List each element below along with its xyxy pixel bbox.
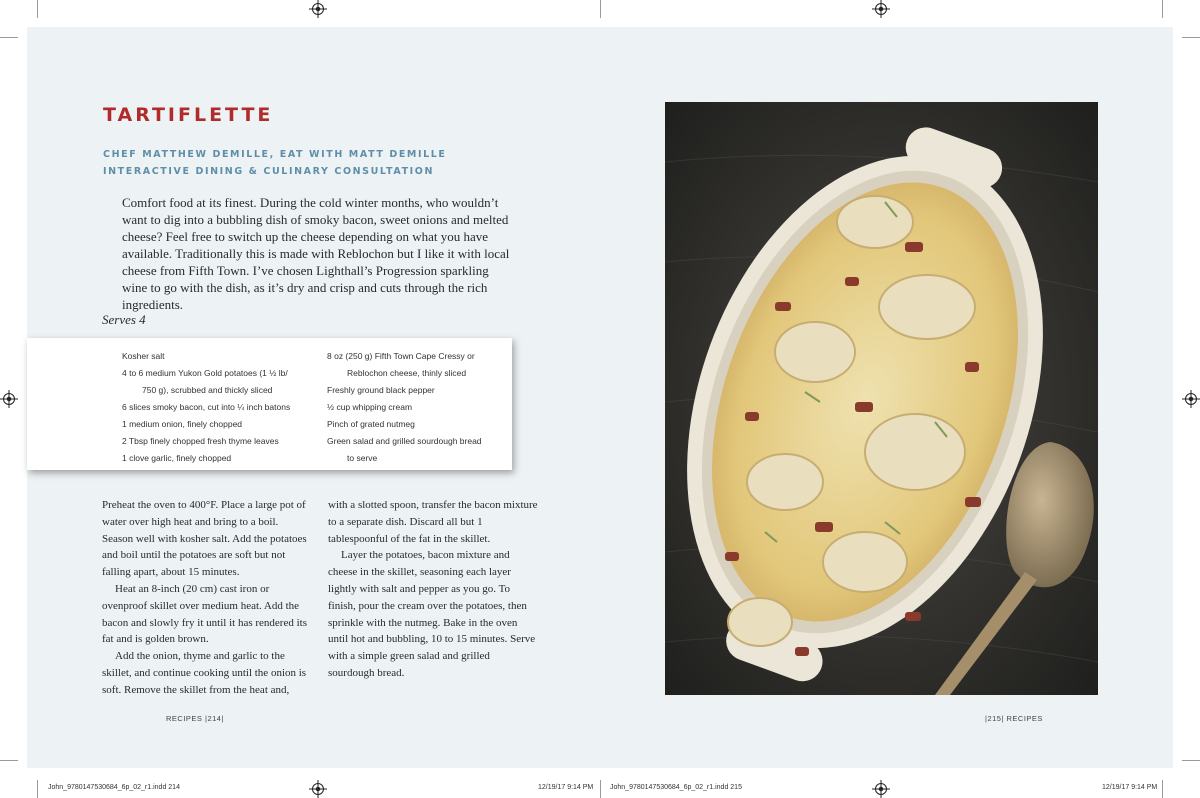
registration-mark-icon <box>312 3 324 15</box>
crop-mark <box>1162 780 1163 798</box>
ingredient-item: 1 clove garlic, finely chopped <box>122 453 232 463</box>
chef-credit: CHEF MATTHEW DEMILLE, EAT WITH MATT DEMILLE INTERACTIVE DINING & CULINARY CONSULTATION <box>103 149 447 177</box>
ingredient-item: 6 slices smoky bacon, cut into ¼ inch batons <box>122 402 291 412</box>
crop-mark <box>1182 760 1200 761</box>
folio-right: |215| RECIPES <box>985 714 1043 723</box>
registration-mark-icon <box>875 783 887 795</box>
slug-file-left: John_9780147530684_6p_02_r1.indd 214 <box>48 784 180 791</box>
ingredient-item: Green salad and grilled sourdough bread <box>327 436 482 446</box>
ingredient-item: to serve <box>347 453 378 463</box>
ingredients-column-2 <box>327 348 482 467</box>
crop-mark <box>0 37 18 38</box>
method-column-1 <box>102 497 312 699</box>
registration-mark-icon <box>312 783 324 795</box>
method-paragraph: Layer the potatoes, bacon mixture and cheese in the skillet, seasoning each layer lightly with salt and pepper as you go. To finish, pour the cream over the potatoes, then sprinkle with the nutmeg. Bake in the oven until hot and bubbling, 10 to 15 minutes. Serve with a simple green salad and grilled sourdough bread. <box>328 549 536 679</box>
ingredient-item: Pinch of grated nutmeg <box>327 419 415 429</box>
ingredient-item: 750 g), scrubbed and thickly sliced <box>142 385 273 395</box>
ingredients-column-1 <box>122 348 290 467</box>
crop-mark <box>600 780 601 798</box>
recipe-title: TARTIFLETTE <box>103 104 274 126</box>
ingredient-item: ½ cup whipping cream <box>327 402 413 412</box>
serves-line: Serves 4 <box>102 312 146 327</box>
crop-mark <box>1182 37 1200 38</box>
method-paragraph: Heat an 8-inch (20 cm) cast iron or ovenproof skillet over medium heat. Add the bacon and slowly fry it until it has rendered its fat and is golden brown. <box>102 582 307 646</box>
method-paragraph: Add the onion, thyme and garlic to the skillet, and continue cooking until the onion is soft. Remove the skillet from the heat and, <box>102 650 307 696</box>
slug-file-right: John_9780147530684_6p_02_r1.indd 215 <box>610 784 742 791</box>
ingredient-item: 2 Tbsp finely chopped fresh thyme leaves <box>122 436 279 446</box>
slug-date-left: 12/19/17 9:14 PM <box>538 784 594 791</box>
registration-mark-icon <box>875 3 887 15</box>
crop-mark <box>37 0 38 18</box>
ingredient-item: Freshly ground black pepper <box>327 385 435 395</box>
tartiflette-dish-illustration <box>665 102 1098 695</box>
crop-mark <box>600 0 601 18</box>
ingredient-item: Kosher salt <box>122 351 165 361</box>
ingredient-item: Reblochon cheese, thinly sliced <box>347 368 467 378</box>
recipe-intro: Comfort food at its finest. During the cold winter months, who wouldn’t want to dig into a bubbling dish of smoky bacon, sweet onions and melted cheese? Feel free to switch up the cheese depending on what you have available. Traditionally this is made with Reblochon but I like it with local cheese from Fifth Town. I’ve chosen Lighthall’s Progression sparkling wine to go with the dish, as it’s dry and crisp and cuts through the rich ingredients. <box>122 195 510 312</box>
crop-mark <box>0 760 18 761</box>
ingredients-box <box>27 338 512 470</box>
registration-mark-icon <box>3 393 15 405</box>
method-column-2 <box>328 497 538 682</box>
registration-mark-icon <box>1185 393 1197 405</box>
ingredient-item: 4 to 6 medium Yukon Gold potatoes (1 ½ lb/ <box>122 368 288 378</box>
crop-mark <box>1162 0 1163 18</box>
tartiflette-photo <box>665 102 1098 695</box>
slug-date-right: 12/19/17 9:14 PM <box>1102 784 1158 791</box>
method-paragraph: with a slotted spoon, transfer the bacon mixture to a separate dish. Discard all but 1 tablespoonful of the fat in the skillet. <box>328 499 538 545</box>
crop-mark <box>37 780 38 798</box>
method-paragraph: Preheat the oven to 400°F. Place a large pot of water over high heat and bring to a boil. Season well with kosher salt. Add the potatoes and boil until the potatoes are soft but not falling apart, about 15 minutes. <box>102 499 307 579</box>
ingredient-item: 8 oz (250 g) Fifth Town Cape Cressy or <box>327 351 475 361</box>
folio-left: RECIPES |214| <box>166 714 224 723</box>
ingredient-item: 1 medium onion, finely chopped <box>122 419 243 429</box>
